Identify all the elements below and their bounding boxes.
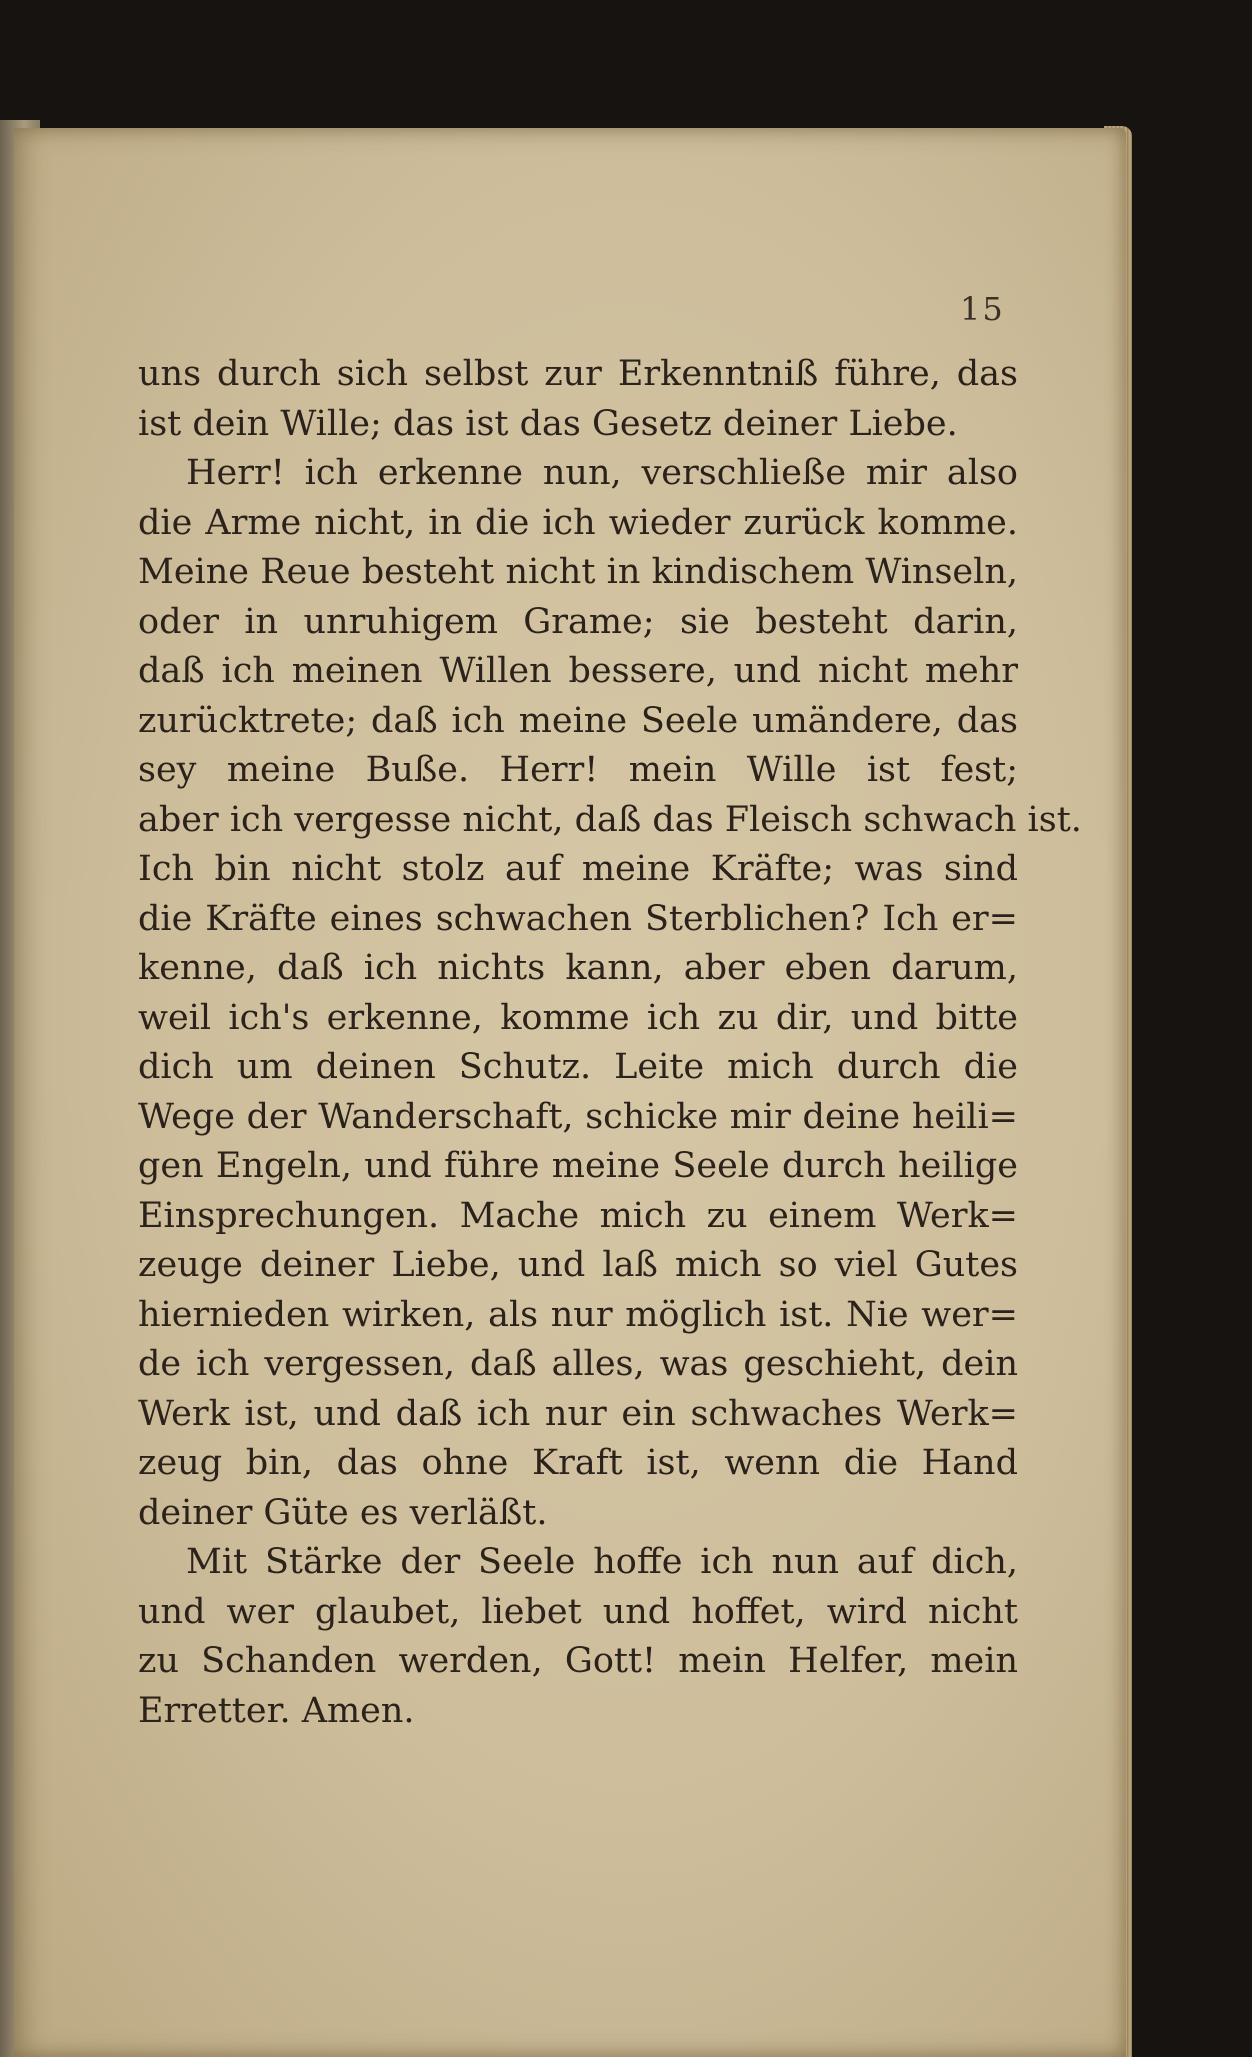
- text-line: Mit Stärke der Seele hoffe ich nun auf dich,: [186, 1542, 1018, 1582]
- text-line: aber ich vergesse nicht, daß das Fleisch schwach ist.: [138, 799, 1082, 840]
- text-line: zeuge deiner Liebe, und laß mich so viel Gutes: [138, 1245, 1018, 1285]
- text-line: kenne, daß ich nichts kann, aber eben darum,: [138, 948, 1018, 988]
- text-line: Ich bin nicht stolz auf meine Kräfte; was sind: [138, 849, 1018, 889]
- text-line: Herr! ich erkenne nun, verschließe mir also: [186, 453, 1018, 493]
- text-line: Erretter. Amen.: [138, 1690, 415, 1731]
- text-line: gen Engeln, und führe meine Seele durch heilige: [138, 1146, 1018, 1186]
- page-number: 15: [960, 290, 1005, 328]
- body-text: [138, 350, 1082, 1736]
- text-line: dich um deinen Schutz. Leite mich durch die: [138, 1047, 1018, 1087]
- text-line: Wege der Wanderschaft, schicke mir deine heili=: [138, 1096, 1018, 1137]
- text-line: hiernieden wirken, als nur möglich ist. Nie wer=: [138, 1294, 1018, 1335]
- text-line: ist dein Wille; das ist das Gesetz deiner Liebe.: [138, 403, 958, 444]
- text-line: uns durch sich selbst zur Erkenntniß führe, das: [138, 354, 1018, 394]
- text-line: Meine Reue besteht nicht in kindischem Winseln,: [138, 552, 1018, 592]
- text-line: sey meine Buße. Herr! mein Wille ist fest;: [138, 750, 1018, 790]
- text-line: weil ich's erkenne, komme ich zu dir, und bitte: [138, 997, 1018, 1038]
- text-line: zeug bin, das ohne Kraft ist, wenn die Hand: [138, 1443, 1018, 1483]
- text-line: die Arme nicht, in die ich wieder zurück komme.: [138, 502, 1018, 543]
- text-line: zurücktrete; daß ich meine Seele umändere, das: [138, 700, 1018, 741]
- text-line: de ich vergessen, daß alles, was geschieht, dein: [138, 1344, 1018, 1384]
- text-line: die Kräfte eines schwachen Sterblichen? Ich er=: [138, 898, 1018, 939]
- text-line: deiner Güte es verläßt.: [138, 1492, 548, 1533]
- text-line: Werk ist, und daß ich nur ein schwaches Werk=: [138, 1393, 1018, 1434]
- text-line: Einsprechungen. Mache mich zu einem Werk=: [138, 1195, 1018, 1236]
- text-line: zu Schanden werden, Gott! mein Helfer, mein: [138, 1641, 1018, 1681]
- text-line: daß ich meinen Willen bessere, und nicht mehr: [138, 651, 1018, 691]
- text-line: und wer glaubet, liebet und hoffet, wird nicht: [138, 1591, 1018, 1632]
- text-line: oder in unruhigem Grame; sie besteht darin,: [138, 601, 1018, 642]
